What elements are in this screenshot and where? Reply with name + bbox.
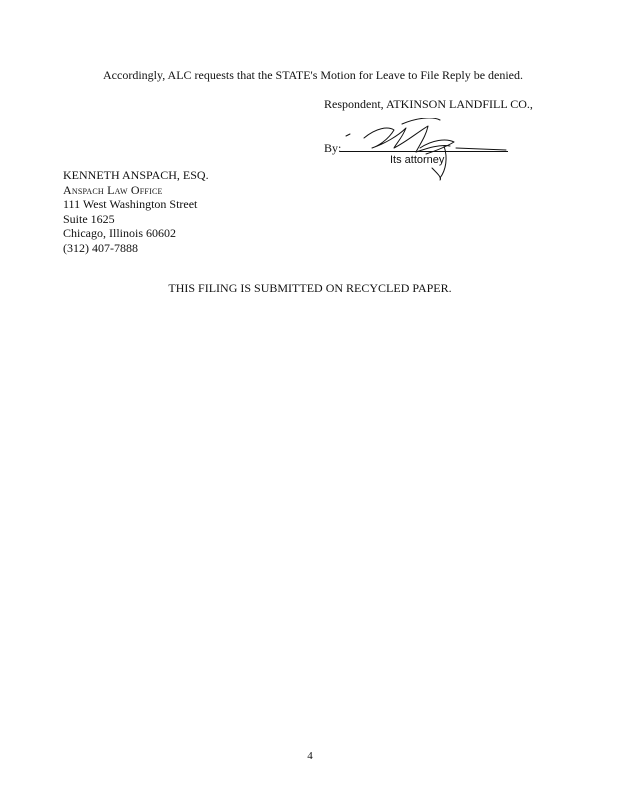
- counsel-city: Chicago, Illinois 60602: [63, 226, 176, 241]
- counsel-address-block: [63, 168, 209, 256]
- counsel-phone: (312) 407-7888: [63, 240, 138, 255]
- handwritten-signature: [336, 118, 516, 182]
- recycled-paper-notice: THIS FILING IS SUBMITTED ON RECYCLED PAPER.: [168, 281, 452, 295]
- counsel-firm: Anspach Law Office: [63, 182, 163, 197]
- conclusion-paragraph: Accordingly, ALC requests that the STATE's Motion for Leave to File Reply be denied.: [103, 68, 524, 82]
- by-label: By:: [324, 141, 342, 155]
- counsel-suite: Suite 1625: [63, 211, 115, 226]
- counsel-name: KENNETH ANSPACH, ESQ.: [63, 168, 209, 182]
- page-number: 4: [307, 750, 313, 762]
- counsel-street: 111 West Washington Street: [63, 197, 198, 212]
- attorney-caption: Its attorney: [390, 154, 445, 166]
- respondent-line: Respondent, ATKINSON LANDFILL CO.,: [324, 97, 533, 111]
